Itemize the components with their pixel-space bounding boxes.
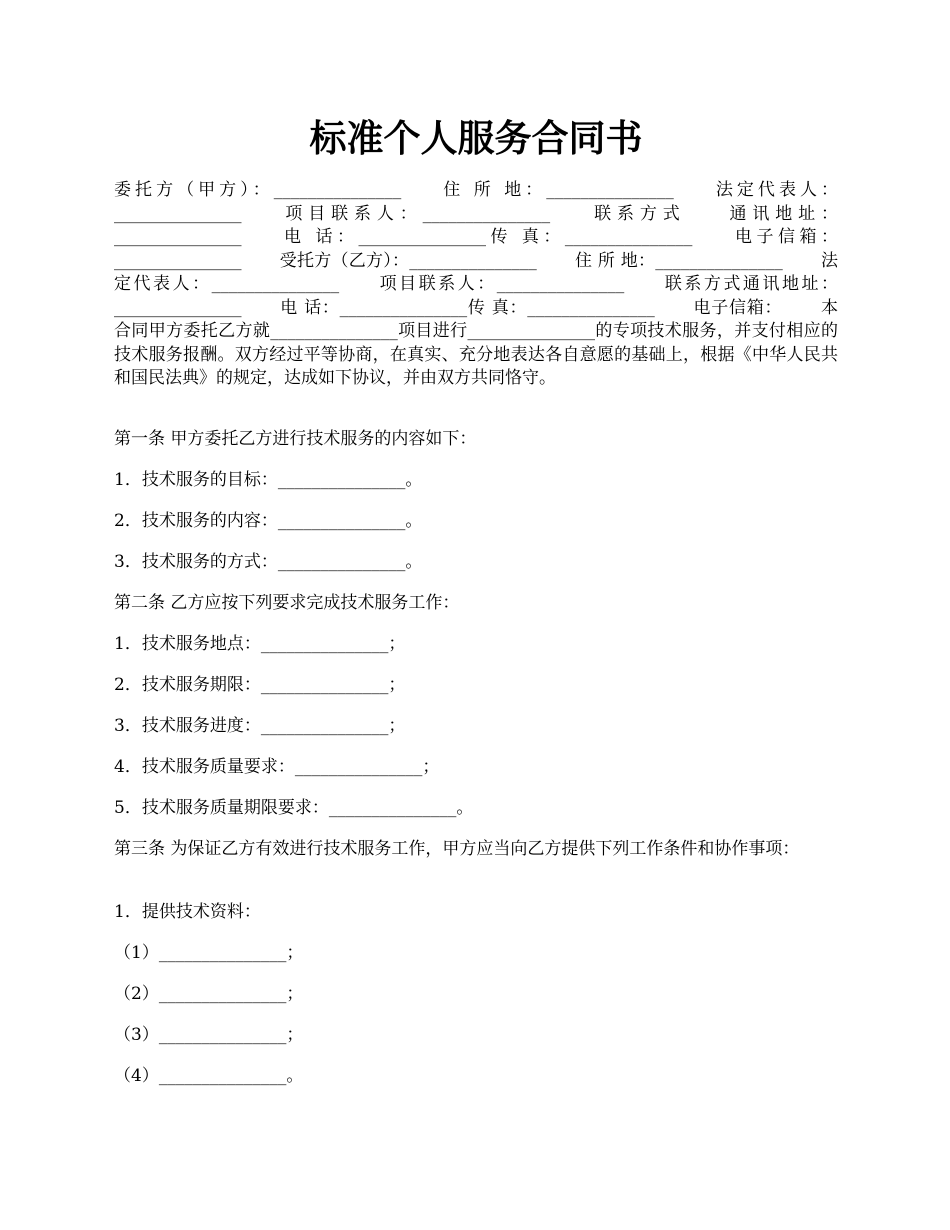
article1-item-1: 1．技术服务的目标：_______________。 bbox=[114, 470, 423, 490]
client-email-field: 电子信箱：_______________ bbox=[114, 227, 838, 271]
article2-item-3: 3．技术服务进度：_______________； bbox=[114, 716, 406, 736]
article3-item-2: （2）_______________； bbox=[114, 984, 304, 1004]
article3-sub-heading: 1．提供技术资料： bbox=[114, 902, 261, 922]
contractor-phone-field: 电 话：_______________ bbox=[279, 297, 468, 318]
client-contact-field: 项目联系人：_______________ bbox=[279, 203, 551, 224]
article2-item-4: 4．技术服务质量要求：_______________； bbox=[114, 757, 440, 777]
article1-heading: 第一条 甲方委托乙方进行技术服务的内容如下： bbox=[114, 429, 477, 449]
client-address-field: 住 所 地：_______________ bbox=[439, 180, 674, 200]
page-title: 标准个人服务合同书 bbox=[309, 116, 643, 160]
contractor-fax-field: 传 真：_______________ bbox=[467, 297, 655, 318]
article1-item-2: 2．技术服务的内容：_______________。 bbox=[114, 511, 423, 531]
article2-heading: 第二条 乙方应按下列要求完成技术服务工作： bbox=[114, 593, 460, 613]
intro-body-text: 本合同甲方委托乙方就_______________项目进行_______________的专项技术服务，并支付相应的技术服务报酬。双方经过平等协商，在真实、充分地表达各自意愿的基础上，根据《中华人民共和国民法典》的规定，达成如下协议，并由双方共同恪守。 bbox=[114, 297, 839, 388]
article1-item-3: 3．技术服务的方式：_______________。 bbox=[114, 552, 423, 572]
article3-item-1: （1）_______________； bbox=[114, 943, 304, 963]
article2-item-5: 5．技术服务质量期限要求：_______________。 bbox=[114, 798, 474, 818]
contractor-field: 受托方（乙方）：_______________ bbox=[279, 250, 537, 271]
client-phone-field: 电 话：_______________ bbox=[279, 227, 486, 247]
article2-item-2: 2．技术服务期限：_______________； bbox=[114, 675, 406, 695]
contractor-contact-field: 项目联系人：_______________ bbox=[377, 274, 625, 294]
article3-item-4: （4）_______________。 bbox=[114, 1066, 304, 1086]
article3-heading: 第三条 为保证乙方有效进行技术服务工作，甲方应当向乙方提供下列工作条件和协作事项： bbox=[114, 839, 800, 859]
contractor-email-field: 电子信箱： bbox=[692, 297, 783, 318]
client-field: 委托方（甲方）：_______________ bbox=[114, 180, 402, 200]
contractor-contact-method-label: 联系方式 bbox=[662, 274, 743, 294]
contractor-rep-field: 法定代表人：_______________ bbox=[114, 250, 839, 294]
article2-item-1: 1．技术服务地点：_______________； bbox=[114, 634, 406, 654]
contact-method-label: 联系方式 bbox=[588, 203, 686, 224]
contractor-address-field: 住 所 地：_______________ bbox=[574, 250, 783, 271]
parties-info bbox=[114, 179, 838, 391]
client-fax-field: 传 真：_______________ bbox=[485, 227, 693, 247]
article3-item-3: （3）_______________； bbox=[114, 1025, 304, 1045]
client-mail-address-field: 通讯地址：_______________ bbox=[114, 203, 839, 247]
client-rep-field: 法定代表人：_______________ bbox=[114, 180, 839, 224]
contractor-mail-address-field: 通讯地址：_______________ bbox=[114, 274, 839, 318]
